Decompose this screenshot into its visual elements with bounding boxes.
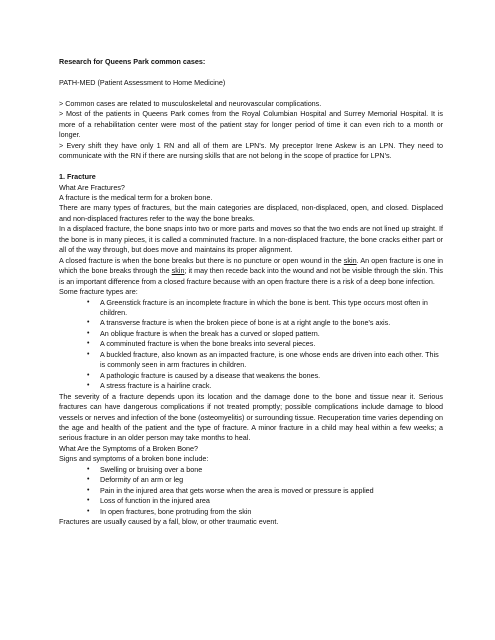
list-item-text: An oblique fracture is when the break has a curved or sloped pattern. [100, 328, 320, 338]
bullet-icon: • [87, 476, 90, 484]
symptoms-heading: What Are the Symptoms of a Broken Bone? [59, 443, 199, 453]
bullet-icon: • [87, 465, 90, 473]
list-item [87, 507, 443, 517]
fracture-types-list [59, 298, 443, 392]
bullet-icon: • [87, 371, 90, 379]
bullet-icon: • [87, 486, 90, 494]
types-intro: Some fracture types are: [59, 287, 138, 297]
paragraph-text: A closed fracture is when the bone breaks but there is no puncture or open wound in the [59, 255, 344, 265]
list-item-text: Swelling or bruising over a bone [100, 464, 203, 474]
list-item-text: Pain in the injured area that gets worse when the area is moved or pressure is applied [100, 485, 374, 495]
paragraph-definition: A fracture is the medical term for a broken bone. [59, 193, 213, 203]
symptoms-list [59, 465, 443, 517]
bullet-icon: • [87, 382, 90, 390]
note-2: > Most of the patients in Queens Park comes from the Royal Columbian Hospital and Surrey Memorial Hospital. It is more of a rehabilitation center were most of the patient stay for longer period of time it can even rich to a month or longer. [59, 109, 443, 140]
list-item [87, 496, 443, 506]
section-heading: 1. Fracture [59, 172, 96, 182]
note-3: > Every shift they have only 1 RN and all of them are LPN's. My preceptor Irene Askew is an LPN. They need to communicate with the RN if there are nursing skills that are not belong in the scope of practice for LPN's. [59, 140, 443, 161]
list-item-text: A Greenstick fracture is an incomplete fracture in which the bone is bent. This type occurs most often in children. [100, 297, 428, 318]
paragraph-causes: Fractures are usually caused by a fall, blow, or other traumatic event. [59, 517, 279, 527]
list-item [87, 371, 443, 381]
list-item-text: A pathologic fracture is caused by a disease that weakens the bones. [100, 370, 321, 380]
list-item-text: Loss of function in the injured area [100, 496, 210, 506]
spacer [59, 67, 443, 78]
list-item [87, 339, 443, 349]
list-item [87, 329, 443, 339]
list-item-text: A stress fracture is a hairline crack. [100, 381, 212, 391]
program-name: PATH-MED (Patient Assessment to Home Medicine) [59, 77, 226, 87]
list-item [87, 381, 443, 391]
paragraph-text: . An open fracture is one in which the bone breaks through the [59, 255, 443, 276]
list-item [87, 475, 443, 485]
spacer [59, 88, 443, 99]
bullet-icon: • [87, 329, 90, 337]
paragraph-displaced: In a displaced fracture, the bone snaps into two or more parts and moves so that the two ends are not lined up straight. If the bone is in many pieces, it is called a comminuted fracture. In a non-displaced fracture, the bone cracks either part or all of the way through, but does move and maintains its proper alignment. [59, 224, 443, 255]
list-item [87, 350, 443, 371]
list-item-text: A transverse fracture is when the broken piece of bone is at a right angle to the bone's axis. [100, 318, 391, 328]
document-title: Research for Queens Park common cases: [59, 57, 206, 66]
list-item-text: In open fractures, bone protruding from the skin [100, 506, 252, 516]
bullet-icon: • [87, 350, 90, 358]
what-are-heading: What Are Fractures? [59, 182, 125, 192]
list-item [87, 298, 443, 319]
bullet-icon: • [87, 340, 90, 348]
skin-link-2[interactable]: skin [171, 266, 185, 276]
list-item [87, 318, 443, 328]
bullet-icon: • [87, 298, 90, 306]
paragraph-categories: There are many types of fractures, but the main categories are displaced, non-displaced, open, and closed. Displaced and non-displaced fractures refer to the way the bone breaks. [59, 203, 443, 223]
bullet-icon: • [87, 319, 90, 327]
list-item [87, 486, 443, 496]
bullet-icon: • [87, 507, 90, 515]
bullet-icon: • [87, 497, 90, 505]
paragraph-closed-open [59, 256, 443, 287]
spacer [59, 162, 443, 173]
list-item-text: A comminuted fracture is when the bone breaks into several pieces. [100, 339, 316, 349]
paragraph-text: ; it may then recede back into the wound and not be visible through the skin. This is an important difference from a closed fracture because with an open fracture there is a risk of a deep bone infection. [59, 266, 444, 286]
symptoms-intro: Signs and symptoms of a broken bone include: [59, 454, 209, 464]
list-item [87, 465, 443, 475]
paragraph-severity: The severity of a fracture depends upon its location and the damage done to the bone and tissue near it. Serious fractures can have dangerous complications if not treated promptly; possible complications include damage to blood vessels or nerves and infection of the bone (osteomyelitis) or surrounding tissue. Recuperation time varies depending on the age and health of the patient and the type of fracture. A minor fracture in a child may heal within a few weeks; a serious fracture in an older person may take months to heal. [59, 391, 443, 443]
skin-link[interactable]: skin [343, 255, 357, 265]
list-item-text: A buckled fracture, also known as an impacted fracture, is one whose ends are driven into each other. This is commonly seen in arm fractures in children. [100, 349, 439, 370]
note-1: > Common cases are related to musculoskeletal and neurovascular complications. [59, 98, 322, 108]
list-item-text: Deformity of an arm or leg [100, 475, 184, 485]
